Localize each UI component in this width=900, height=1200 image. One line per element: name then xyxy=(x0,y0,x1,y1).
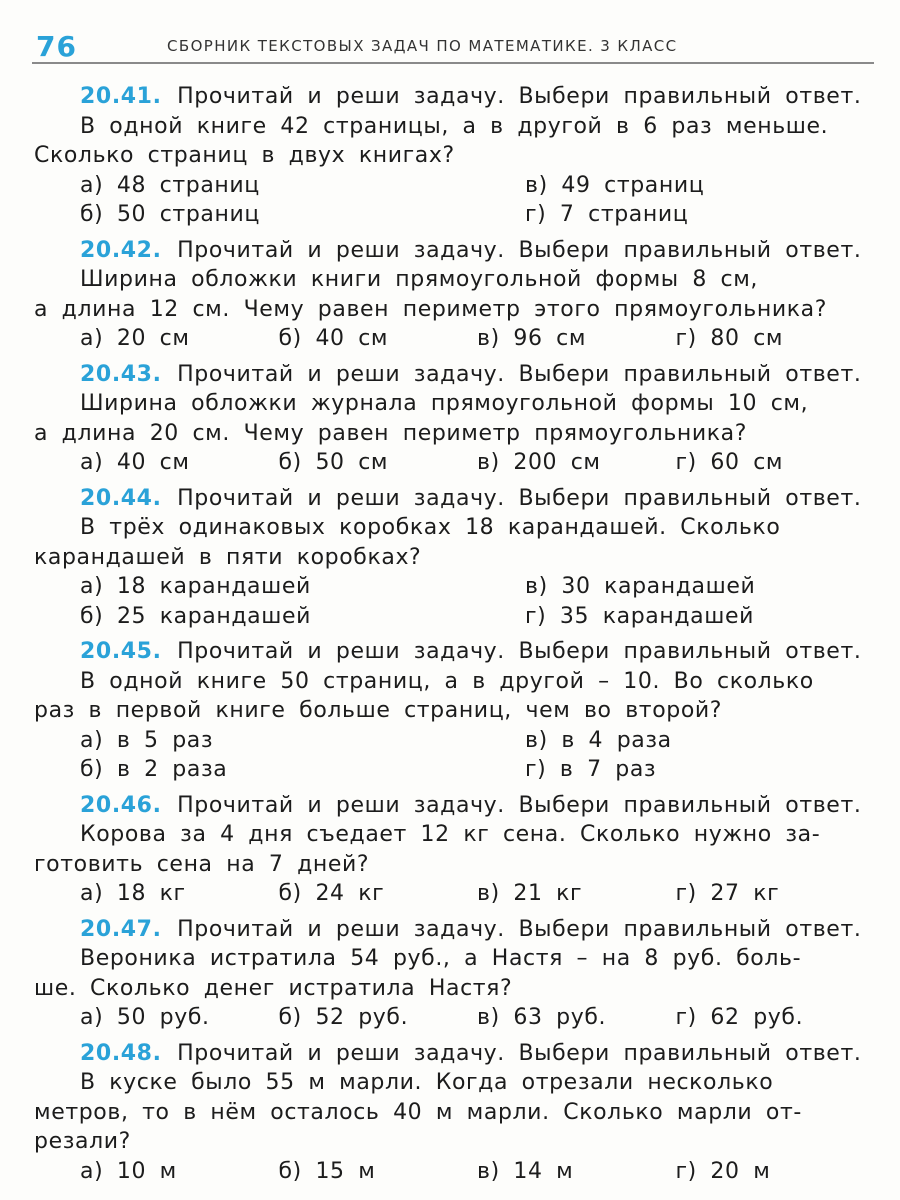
answer-option[interactable]: а) 20 см xyxy=(80,326,190,351)
answer-option[interactable]: а) 18 кг xyxy=(80,881,186,906)
answer-options xyxy=(34,1003,874,1033)
problem-line: а длина 20 см. Чему равен периметр прямоугольника? xyxy=(34,420,748,446)
problem-20-43 xyxy=(34,360,874,478)
answer-option[interactable]: г) 60 см xyxy=(675,450,784,475)
answer-option[interactable]: б) 50 страниц xyxy=(80,202,260,227)
problem-line: Вероника истратила 54 руб., а Настя – на 8 руб. боль- xyxy=(80,946,802,971)
problem-20-45 xyxy=(34,637,874,785)
problem-20-41 xyxy=(34,82,874,230)
answer-options xyxy=(34,726,874,785)
problem-number: 20.41. xyxy=(80,84,162,109)
problem-line xyxy=(34,637,874,667)
problem-line xyxy=(34,484,874,514)
answer-options xyxy=(34,879,874,909)
answer-option[interactable]: а) 50 руб. xyxy=(80,1005,210,1030)
answer-option[interactable]: б) 40 см xyxy=(278,326,389,351)
problem-line: карандашей в пяти коробках? xyxy=(34,544,422,570)
answer-option[interactable]: в) 200 см xyxy=(477,450,601,475)
page-number: 76 xyxy=(36,30,77,63)
answer-option[interactable]: а) 18 карандашей xyxy=(80,574,311,599)
problem-instruction: Прочитай и реши задачу. Выбери правильный ответ. xyxy=(177,361,862,387)
problem-line xyxy=(34,236,874,266)
page-header xyxy=(32,28,874,64)
problem-line xyxy=(34,915,874,945)
problem-instruction: Прочитай и реши задачу. Выбери правильный ответ. xyxy=(177,1040,862,1066)
answer-option[interactable]: а) 48 страниц xyxy=(80,172,260,198)
problem-line xyxy=(34,360,874,390)
answer-option[interactable]: г) 35 карандашей xyxy=(525,603,754,629)
problem-line: В куске было 55 м марли. Когда отрезали несколько xyxy=(80,1070,774,1095)
answer-options xyxy=(34,448,874,478)
answer-option[interactable]: б) 15 м xyxy=(278,1158,376,1184)
answer-option[interactable]: г) 62 руб. xyxy=(675,1005,804,1030)
answer-option[interactable]: а) 40 см xyxy=(80,450,190,475)
answer-option[interactable]: в) 14 м xyxy=(477,1158,574,1184)
running-title: СБОРНИК ТЕКСТОВЫХ ЗАДАЧ ПО МАТЕМАТИКЕ. 3 КЛАСС xyxy=(167,37,678,55)
answer-option[interactable]: в) 21 кг xyxy=(477,881,583,906)
problem-line: а длина 12 см. Чему равен периметр этого прямоугольника? xyxy=(34,296,828,322)
problems-list xyxy=(34,82,874,1192)
problem-20-44 xyxy=(34,484,874,632)
answer-option[interactable]: б) 50 см xyxy=(278,450,389,475)
problem-line: Сколько страниц в двух книгах? xyxy=(34,143,455,168)
problem-20-47 xyxy=(34,915,874,1033)
answer-options xyxy=(34,572,874,631)
problem-20-48 xyxy=(34,1039,874,1187)
problem-line: ше. Сколько денег истратила Настя? xyxy=(34,975,513,1001)
problem-instruction: Прочитай и реши задачу. Выбери правильный ответ. xyxy=(177,237,862,263)
problem-line xyxy=(34,1039,874,1069)
problem-line: Ширина обложки журнала прямоугольной формы 10 см, xyxy=(80,391,809,416)
answer-option[interactable]: б) 52 руб. xyxy=(278,1005,409,1030)
problem-number: 20.48. xyxy=(80,1040,162,1066)
problem-line: В одной книге 50 страниц, а в другой – 10. Во сколько xyxy=(80,668,814,694)
answer-options xyxy=(34,1157,874,1187)
answer-options xyxy=(34,171,874,230)
problem-line: В трёх одинаковых коробках 18 карандашей. Сколько xyxy=(80,515,781,540)
problem-line: В одной книге 42 страницы, а в другой в 6 раз меньше. xyxy=(80,113,829,139)
answer-option[interactable]: г) 20 м xyxy=(675,1158,771,1184)
problem-line: Корова за 4 дня съедает 12 кг сена. Сколько нужно за- xyxy=(80,822,821,847)
answer-option[interactable]: в) 30 карандашей xyxy=(525,574,756,599)
answer-option[interactable]: б) 25 карандашей xyxy=(80,603,311,629)
problem-line xyxy=(34,791,874,821)
problem-line: готовить сена на 7 дней? xyxy=(34,851,370,877)
answer-option[interactable]: в) 63 руб. xyxy=(477,1005,607,1030)
problem-number: 20.42. xyxy=(80,237,162,263)
problem-instruction: Прочитай и реши задачу. Выбери правильный ответ. xyxy=(177,84,862,109)
answer-option[interactable]: г) в 7 раз xyxy=(525,757,657,782)
problem-line: раз в первой книге больше страниц, чем во второй? xyxy=(34,698,723,723)
problem-instruction: Прочитай и реши задачу. Выбери правильный ответ. xyxy=(177,916,862,942)
problem-number: 20.46. xyxy=(80,792,162,818)
answer-options xyxy=(34,324,874,354)
answer-option[interactable]: в) 96 см xyxy=(477,326,587,351)
problem-20-42 xyxy=(34,236,874,354)
answer-option[interactable]: в) 49 страниц xyxy=(525,172,705,198)
answer-option[interactable]: б) в 2 раза xyxy=(80,757,228,782)
problem-line: резали? xyxy=(34,1129,131,1154)
problem-line: Ширина обложки книги прямоугольной формы 8 см, xyxy=(80,267,759,292)
problem-number: 20.45. xyxy=(80,639,162,664)
answer-option[interactable]: г) 80 см xyxy=(675,326,784,351)
problem-instruction: Прочитай и реши задачу. Выбери правильный ответ. xyxy=(177,485,862,511)
answer-option[interactable]: г) 7 страниц xyxy=(525,202,689,227)
answer-option[interactable]: а) 10 м xyxy=(80,1158,177,1184)
answer-option[interactable]: б) 24 кг xyxy=(278,881,385,906)
problem-20-46 xyxy=(34,791,874,909)
problem-number: 20.43. xyxy=(80,361,162,387)
problem-number: 20.44. xyxy=(80,485,162,511)
problem-line xyxy=(34,82,874,112)
answer-option[interactable]: а) в 5 раз xyxy=(80,727,214,753)
answer-option[interactable]: в) в 4 раза xyxy=(525,727,672,753)
problem-instruction: Прочитай и реши задачу. Выбери правильный ответ. xyxy=(177,639,862,664)
problem-number: 20.47. xyxy=(80,916,162,942)
answer-option[interactable]: г) 27 кг xyxy=(675,881,780,906)
problem-instruction: Прочитай и реши задачу. Выбери правильный ответ. xyxy=(177,792,862,818)
problem-line: метров, то в нём осталось 40 м марли. Сколько марли от- xyxy=(34,1099,802,1125)
